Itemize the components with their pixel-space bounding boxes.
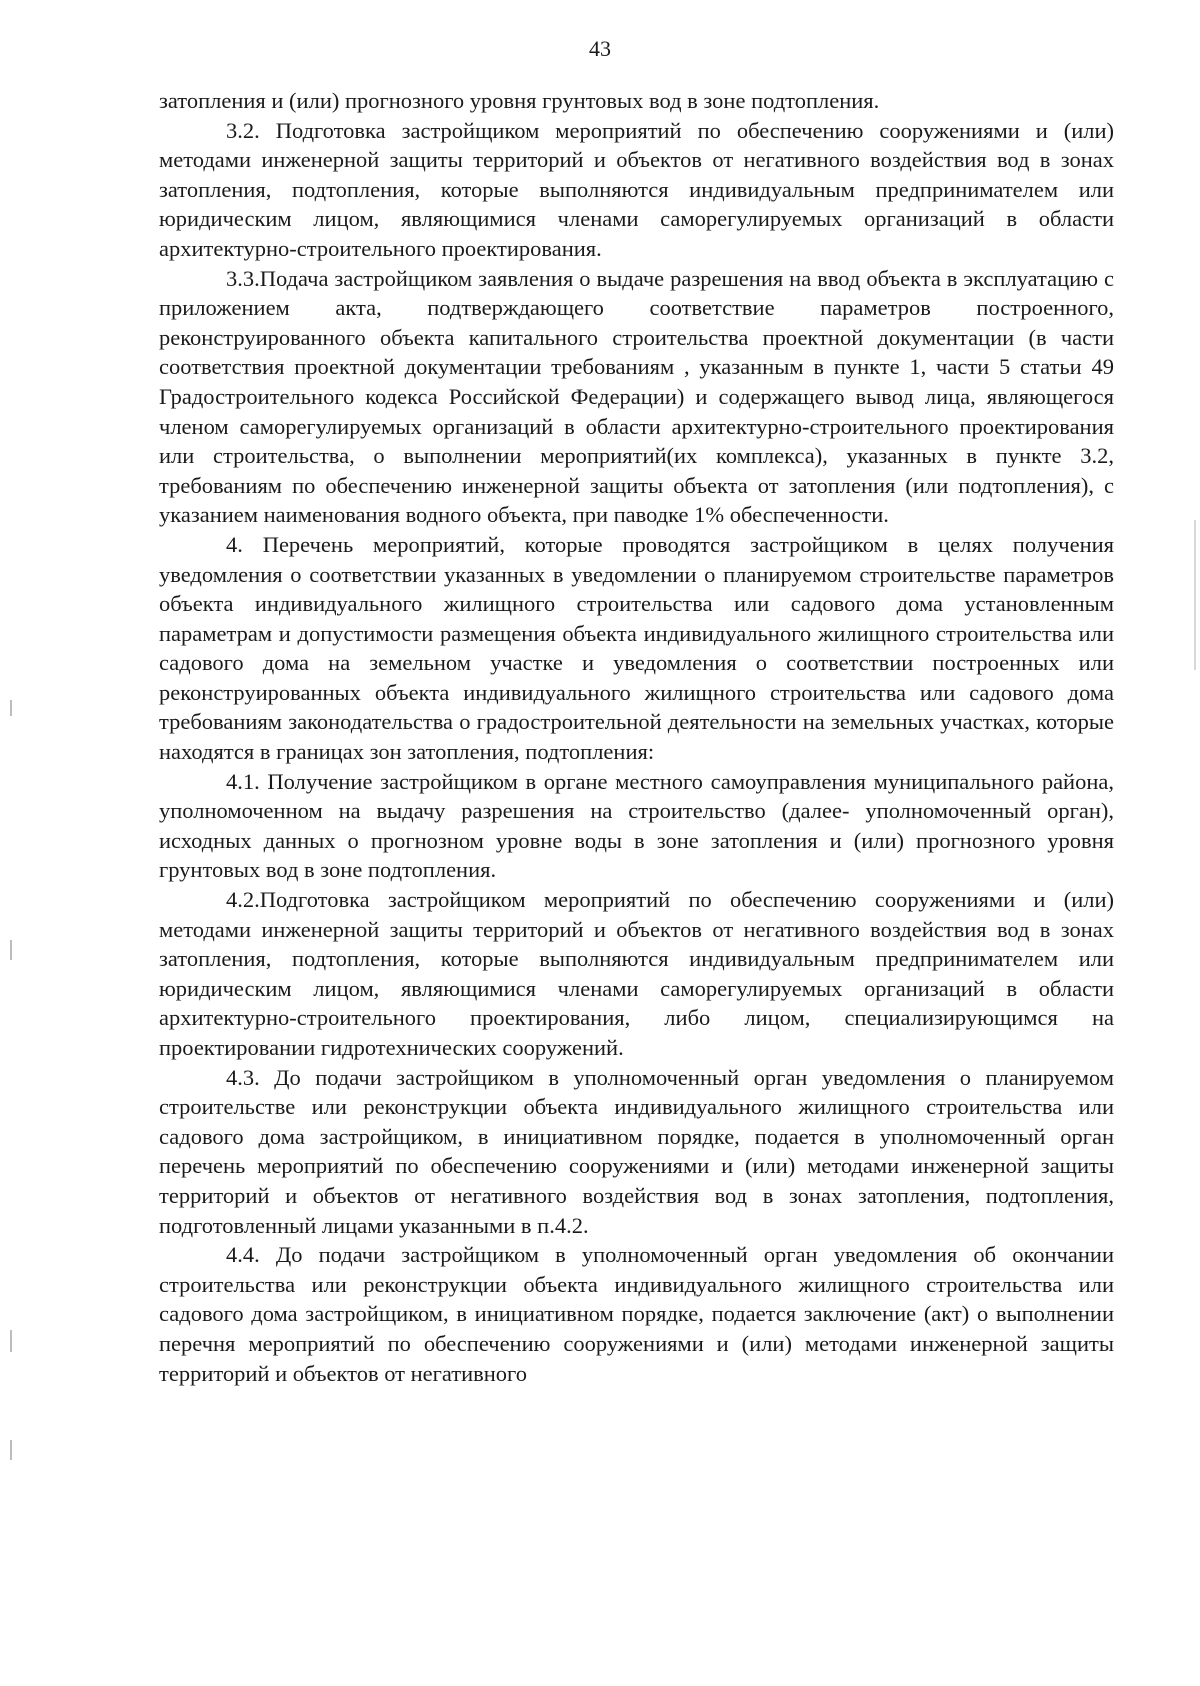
paragraph-3-2: 3.2. Подготовка застройщиком мероприятий по обеспечению сооружениями и (или) методами инженерной защиты территорий и объектов от негативного воздействия вод в зонах затопления, подтопления, которые выполняются индивидуальным предпринимателем или юридическим лицом, являющимися членами саморегулируемых организаций в области архитектурно-строительного проектирования. <box>159 117 1114 261</box>
paragraph-4-2: 4.2.Подготовка застройщиком мероприятий по обеспечению сооружениями и (или) методами инженерной защиты территорий и объектов от негативного воздействия вод в зонах затопления, подтопления, которые выполняются индивидуальным предпринимателем или юридическим лицом, являющимися членами саморегулируемых организаций в области архитектурно-строительного проектирования, либо лицом, специализирующимся на проектировании гидротехнических сооружений. <box>159 887 1114 1060</box>
paragraph-4: 4. Перечень мероприятий, которые проводятся застройщиком в целях получения уведомления о соответствии указанных в уведомлении о планируемом строительстве параметров объекта индивидуального жилищного строительства или садового дома установленным параметрам и допустимости размещения объекта индивидуального жилищного строительства или садового дома на земельном участке и уведомления о соответствии построенных или реконструированных объекта индивидуального жилищного строительства или садового дома требованиям законодательства о градостроительной деятельности на земельных участках, которые находятся в границах зон затопления, подтопления: <box>159 531 1114 765</box>
scan-margin-mark <box>10 1330 12 1352</box>
page-number: 43 <box>589 36 611 61</box>
scan-margin-mark <box>10 700 12 716</box>
document-body <box>159 86 1114 1388</box>
scan-margin-mark <box>10 940 12 960</box>
paragraph-4-3: 4.3. До подачи застройщиком в уполномоченный орган уведомления о планируемом строительстве или реконструкции объекта индивидуального жилищного строительства или садового дома застройщиком, в инициативном порядке, подается в уполномоченный орган перечень мероприятий по обеспечению сооружениями и (или) методами инженерной защиты территорий и объектов от негативного воздействия вод в зонах затопления, подтопления, подготовленный лицами указанными в п.4.2. <box>159 1064 1114 1238</box>
scan-edge-mark <box>1194 520 1196 670</box>
paragraph-4-1: 4.1. Получение застройщиком в органе местного самоуправления муниципального района, уполномоченном на выдачу разрешения на строительство (далее- уполномоченный орган), исходных данных о прогнозном уровне воды в зоне затопления и (или) прогнозного уровня грунтовых вод в зоне подтопления. <box>159 768 1114 883</box>
paragraph-3-3: 3.3.Подача застройщиком заявления о выдаче разрешения на ввод объекта в эксплуатацию с приложением акта, подтверждающего соответствие параметров построенного, реконструированного объекта капитального строительства проектной документации (в части соответствия проектной документации требованиям , указанным в пункте 1, части 5 статьи 49 Градостроительного кодекса Российской Федерации) и содержащего вывод лица, являющегося членом саморегулируемых организаций в области архитектурно-строительного проектирования или строительства, о выполнении мероприятий(их комплекса), указанных в пункте 3.2, требованиям по обеспечению инженерной защиты объекта от затопления (или подтопления), с указанием наименования водного объекта, при паводке 1% обеспеченности. <box>159 265 1114 528</box>
paragraph-4-4: 4.4. До подачи застройщиком в уполномоченный орган уведомления об окончании строительства или реконструкции объекта индивидуального жилищного строительства или садового дома застройщиком, в инициативном порядке, подается заключение (акт) о выполнении перечня мероприятий по обеспечению сооружениями и (или) методами инженерной защиты территорий и объектов от негативного <box>159 1242 1114 1386</box>
paragraph-continuation: затопления и (или) прогнозного уровня грунтовых вод в зоне подтопления. <box>159 88 880 113</box>
scan-margin-mark <box>10 1440 12 1460</box>
